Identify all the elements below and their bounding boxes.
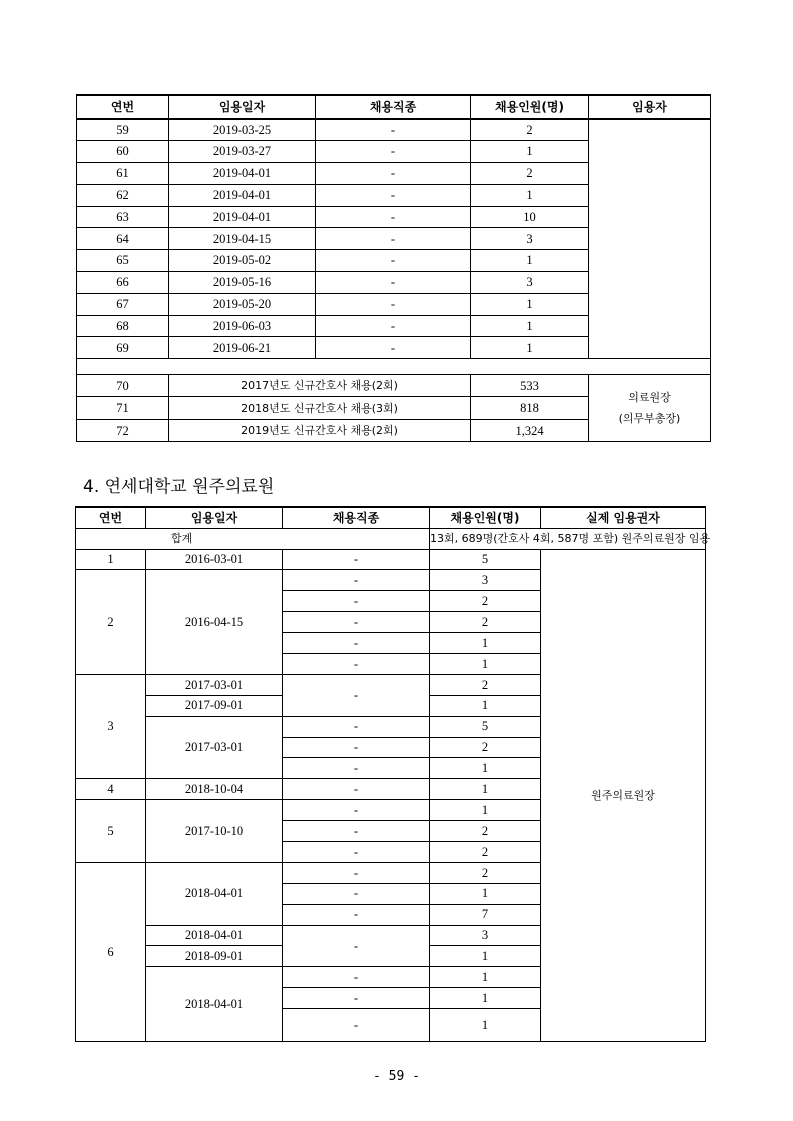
cell-count: 1 <box>430 653 541 674</box>
cell-no: 65 <box>77 250 169 272</box>
cell-type: - <box>283 967 430 988</box>
cell-no: 72 <box>77 420 169 442</box>
cell-count: 1 <box>471 250 589 272</box>
cell-date: 2018-10-04 <box>146 779 283 800</box>
cell-date: 2016-03-01 <box>146 549 283 570</box>
cell-count: 2 <box>471 163 589 185</box>
cell-date: 2019-04-01 <box>169 163 316 185</box>
cell-count: 1 <box>430 800 541 821</box>
cell-date: 2019-05-02 <box>169 250 316 272</box>
appointer-title: 의료원장 <box>628 391 671 405</box>
cell-count: 1 <box>471 337 589 359</box>
cell-count: 2 <box>430 737 541 758</box>
cell-no: 1 <box>76 549 146 570</box>
cell-no: 67 <box>77 293 169 315</box>
cell-count: 3 <box>471 228 589 250</box>
wonju-hiring-table <box>75 506 711 1042</box>
cell-count: 10 <box>471 206 589 228</box>
cell-count: 2 <box>471 119 589 141</box>
cell-no: 61 <box>77 163 169 185</box>
cell-date: 2018-04-01 <box>146 925 283 946</box>
cell-no: 71 <box>77 397 169 420</box>
cell-count: 2 <box>430 821 541 842</box>
header-count: 채용인원(명) <box>471 95 589 119</box>
cell-no: 66 <box>77 272 169 294</box>
cell-count: 2 <box>430 612 541 633</box>
cell-date: 2018-04-01 <box>146 967 283 1042</box>
cell-date: 2018-09-01 <box>146 946 283 967</box>
cell-type: - <box>283 925 430 967</box>
cell-date: 2017-03-01 <box>146 674 283 695</box>
cell-count: 1 <box>471 141 589 163</box>
cell-count: 2 <box>430 862 541 883</box>
cell-description: 2018년도 신규간호사 채용(3회) <box>169 397 471 420</box>
actual-appointer-cell: 원주의료원장 <box>541 549 706 1042</box>
appointer-cell <box>589 375 711 442</box>
appointer-subtitle: (의무부총장) <box>618 412 681 426</box>
cell-no: 6 <box>76 862 146 1041</box>
cell-no: 63 <box>77 206 169 228</box>
header-actual-appointer: 실제 임용권자 <box>541 507 706 528</box>
cell-type: - <box>316 141 471 163</box>
cell-no: 59 <box>77 119 169 141</box>
cell-description: 2017년도 신규간호사 채용(2회) <box>169 375 471 397</box>
cell-count: 1 <box>430 967 541 988</box>
cell-count: 533 <box>471 375 589 397</box>
cell-count: 3 <box>471 272 589 294</box>
cell-count: 3 <box>430 925 541 946</box>
cell-count: 1 <box>471 315 589 337</box>
cell-description: 2019년도 신규간호사 채용(2회) <box>169 420 471 442</box>
cell-no: 3 <box>76 674 146 778</box>
cell-type: - <box>316 337 471 359</box>
header-date: 임용일자 <box>169 95 316 119</box>
cell-date: 2017-10-10 <box>146 800 283 863</box>
cell-type: - <box>283 883 430 904</box>
cell-count: 2 <box>430 674 541 695</box>
cell-no: 5 <box>76 800 146 863</box>
cell-type: - <box>283 800 430 821</box>
cell-count: 5 <box>430 549 541 570</box>
cell-count: 1 <box>471 293 589 315</box>
cell-date: 2019-03-25 <box>169 119 316 141</box>
header-no: 연번 <box>76 507 146 528</box>
cell-count: 3 <box>430 570 541 591</box>
cell-no: 70 <box>77 375 169 397</box>
cell-date: 2019-04-01 <box>169 184 316 206</box>
cell-type: - <box>283 570 430 591</box>
cell-count: 1 <box>430 633 541 654</box>
cell-date: 2016-04-15 <box>146 570 283 674</box>
page-number: - 59 - <box>373 1069 420 1084</box>
total-label: 합계 <box>76 528 430 549</box>
cell-type: - <box>283 737 430 758</box>
cell-type: - <box>316 184 471 206</box>
cell-count: 7 <box>430 904 541 925</box>
cell-type: - <box>283 612 430 633</box>
cell-type: - <box>283 653 430 674</box>
spacer-row <box>77 359 711 375</box>
cell-count: 818 <box>471 397 589 420</box>
cell-type: - <box>283 821 430 842</box>
section-heading: 4. 연세대학교 원주의료원 <box>83 477 275 497</box>
header-job-type: 채용직종 <box>316 95 471 119</box>
cell-count: 1 <box>430 779 541 800</box>
spacer-cell <box>77 359 711 375</box>
cell-type: - <box>283 716 430 737</box>
cell-date: 2017-09-01 <box>146 695 283 716</box>
total-row <box>76 528 706 549</box>
header-job-type: 채용직종 <box>283 507 430 528</box>
table-row <box>77 119 711 141</box>
cell-type: - <box>283 758 430 779</box>
appointer-blank-cell <box>589 119 711 359</box>
cell-type: - <box>283 549 430 570</box>
cell-count: 1 <box>430 758 541 779</box>
cell-type: - <box>316 163 471 185</box>
cell-date: 2018-04-01 <box>146 862 283 925</box>
cell-count: 5 <box>430 716 541 737</box>
cell-no: 62 <box>77 184 169 206</box>
cell-count: 1 <box>430 883 541 904</box>
cell-date: 2019-04-15 <box>169 228 316 250</box>
header-no: 연번 <box>77 95 169 119</box>
cell-type: - <box>316 315 471 337</box>
cell-date: 2019-05-16 <box>169 272 316 294</box>
cell-date: 2019-04-01 <box>169 206 316 228</box>
hiring-table-continued <box>76 94 711 442</box>
cell-type: - <box>316 250 471 272</box>
cell-type: - <box>283 633 430 654</box>
cell-type: - <box>283 1009 430 1042</box>
cell-count: 2 <box>430 591 541 612</box>
table-row <box>76 549 706 570</box>
cell-count: 1,324 <box>471 420 589 442</box>
cell-date: 2019-03-27 <box>169 141 316 163</box>
cell-type: - <box>283 591 430 612</box>
cell-date: 2017-03-01 <box>146 716 283 779</box>
table-row <box>77 375 711 397</box>
cell-type: - <box>283 904 430 925</box>
cell-no: 60 <box>77 141 169 163</box>
cell-no: 2 <box>76 570 146 674</box>
cell-no: 69 <box>77 337 169 359</box>
cell-count: 1 <box>430 695 541 716</box>
cell-type: - <box>316 206 471 228</box>
cell-count: 1 <box>471 184 589 206</box>
header-appointer: 임용자 <box>589 95 711 119</box>
cell-type: - <box>283 779 430 800</box>
cell-no: 64 <box>77 228 169 250</box>
cell-no: 4 <box>76 779 146 800</box>
cell-count: 2 <box>430 841 541 862</box>
cell-date: 2019-06-03 <box>169 315 316 337</box>
cell-no: 68 <box>77 315 169 337</box>
total-description: 13회, 689명(간호사 4회, 587명 포함) 원주의료원장 임용 <box>430 528 706 549</box>
cell-count: 1 <box>430 1009 541 1042</box>
cell-type: - <box>283 674 430 716</box>
cell-type: - <box>283 862 430 883</box>
header-count: 채용인원(명) <box>430 507 541 528</box>
cell-type: - <box>316 228 471 250</box>
cell-type: - <box>316 119 471 141</box>
cell-date: 2019-05-20 <box>169 293 316 315</box>
cell-type: - <box>316 272 471 294</box>
cell-type: - <box>283 988 430 1009</box>
cell-type: - <box>316 293 471 315</box>
cell-type: - <box>283 841 430 862</box>
cell-count: 1 <box>430 946 541 967</box>
cell-count: 1 <box>430 988 541 1009</box>
cell-date: 2019-06-21 <box>169 337 316 359</box>
header-date: 임용일자 <box>146 507 283 528</box>
